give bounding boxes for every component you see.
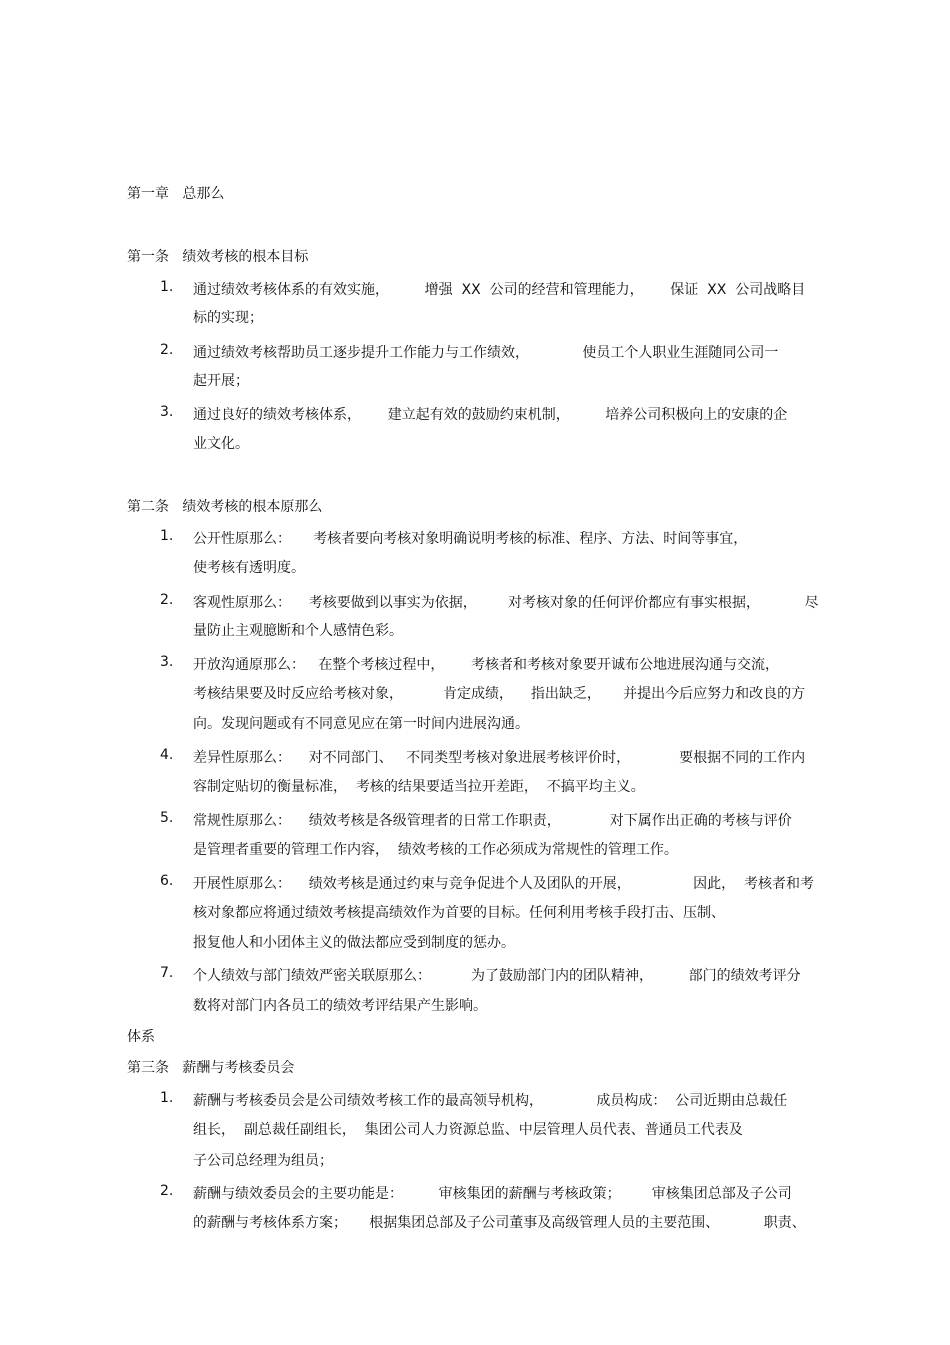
list-item-text: 客观性原那么： 考核要做到以事实为依据， 对考核对象的任何评价都应有事实根据， 尽	[193, 595, 819, 611]
list-item-text: 差异性原那么： 对不同部门、 不同类型考核对象进展考核评价时， 要根据不同的工作内	[193, 750, 806, 766]
list-item-text: 核对象都应将通过绩效考核提高绩效作为首要的目标。任何利用考核手段打击、压制、	[193, 905, 725, 921]
list-item-number: 2.	[160, 1183, 174, 1199]
list-item-text: 公开性原那么： 考核者要向考核对象明确说明考核的标准、程序、方法、时间等事宜，	[193, 531, 748, 547]
list-item-text: 通过绩效考核体系的有效实施， 增强 XX 公司的经营和管理能力， 保证 XX 公司战略目	[193, 282, 806, 298]
list-item-number: 7.	[160, 965, 174, 981]
list-item-text: 薪酬与绩效委员会的主要功能是： 审核集团的薪酬与考核政策； 审核集团总部及子公司	[193, 1186, 792, 1202]
list-item-text: 开展性原那么： 绩效考核是通过约束与竞争促进个人及团队的开展， 因此， 考核者和考	[193, 876, 815, 892]
list-item-number: 2.	[160, 592, 174, 608]
list-item-text: 通过良好的绩效考核体系， 建立起有效的鼓励约束机制， 培养公司积极向上的安康的企	[193, 407, 788, 423]
article-2-title: 第二条 绩效考核的根本原那么	[127, 499, 323, 515]
list-item-text: 量防止主观臆断和个人感情色彩。	[193, 623, 403, 639]
article-3-title: 第三条 薪酬与考核委员会	[127, 1060, 295, 1076]
list-item-number: 3.	[160, 654, 174, 670]
list-item-text: 考核结果要及时反应给考核对象， 肯定成绩， 指出缺乏， 并提出今后应努力和改良的方	[193, 686, 806, 702]
list-item-text: 向。发现问题或有不同意见应在第一时间内进展沟通。	[193, 716, 529, 732]
list-item-number: 2.	[160, 342, 174, 358]
list-item-number: 1.	[160, 279, 174, 295]
chapter-title: 第一章 总那么	[127, 186, 225, 202]
list-item-text: 业文化。	[193, 436, 249, 452]
list-item-number: 1.	[160, 528, 174, 544]
list-item-text: 个人绩效与部门绩效严密关联原那么： 为了鼓励部门内的团队精神， 部门的绩效考评分	[193, 968, 801, 984]
list-item-text: 报复他人和小团体主义的做法都应受到制度的惩办。	[193, 935, 515, 951]
list-item-text: 是管理者重要的管理工作内容， 绩效考核的工作必须成为常规性的管理工作。	[193, 842, 678, 858]
list-item-number: 3.	[160, 404, 174, 420]
list-item-text: 开放沟通原那么： 在整个考核过程中， 考核者和考核对象要开诚布公地进展沟通与交流，	[193, 657, 780, 673]
list-item-text: 子公司总经理为组员；	[193, 1153, 333, 1169]
list-item-number: 1.	[160, 1090, 174, 1106]
list-item-text: 起开展；	[193, 373, 249, 389]
article-1-title: 第一条 绩效考核的根本目标	[127, 249, 309, 265]
list-item-text: 组长， 副总裁任副组长， 集团公司人力资源总监、中层管理人员代表、普通员工代表及	[193, 1122, 743, 1138]
list-item-text: 薪酬与考核委员会是公司绩效考核工作的最高领导机构， 成员构成： 公司近期由总裁任	[193, 1093, 788, 1109]
list-item-number: 5.	[160, 810, 174, 826]
list-item-number: 6.	[160, 873, 174, 889]
list-item-number: 4.	[160, 747, 174, 763]
list-item-text: 常规性原那么： 绩效考核是各级管理者的日常工作职责， 对下属作出正确的考核与评价	[193, 813, 792, 829]
list-item-text: 使考核有透明度。	[193, 560, 305, 576]
list-item-text: 的薪酬与考核体系方案； 根据集团总部及子公司董事及高级管理人员的主要范围、 职责、	[193, 1215, 806, 1231]
list-item-text: 标的实现；	[193, 310, 263, 326]
list-item-text: 数将对部门内各员工的绩效考评结果产生影响。	[193, 998, 487, 1014]
list-item-text: 容制定贴切的衡量标准， 考核的结果要适当拉开差距， 不搞平均主义。	[193, 779, 645, 795]
list-item-text: 通过绩效考核帮助员工逐步提升工作能力与工作绩效， 使员工个人职业生涯随同公司一	[193, 345, 779, 361]
section-heading: 体系	[127, 1029, 155, 1045]
